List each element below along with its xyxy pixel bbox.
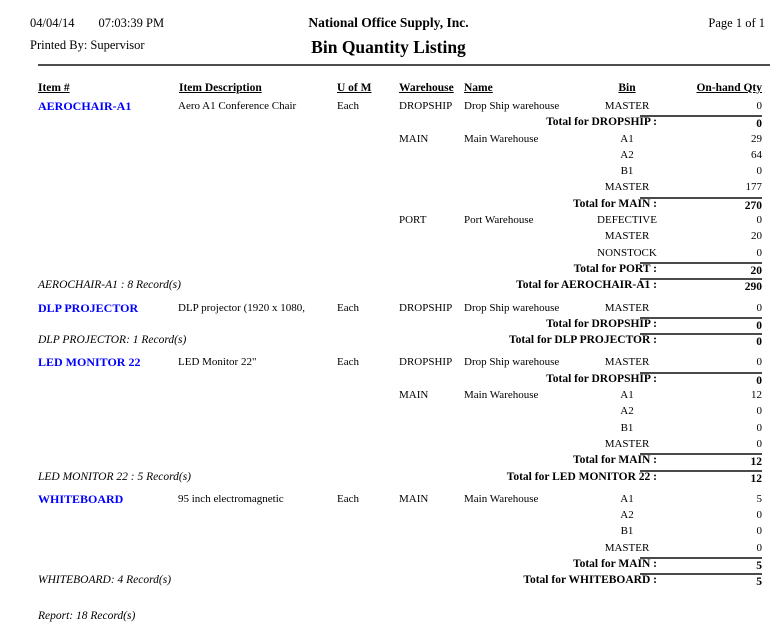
bin-cell: MASTER: [604, 437, 650, 450]
table-row: [0, 147, 777, 163]
uofm-cell: Each: [337, 492, 359, 505]
table-row: [0, 507, 777, 523]
warehouse-total-label: Total for DROPSHIP :: [546, 116, 657, 129]
table-row: [0, 387, 777, 403]
qty-cell: 29: [751, 132, 762, 145]
warehouse-total-row: [0, 452, 777, 468]
report-rows: [0, 98, 777, 589]
col-header-warehouse: Warehouse: [399, 82, 454, 94]
bin-cell: MASTER: [604, 100, 650, 112]
table-row: [0, 354, 777, 370]
item-total-qty: 12: [640, 470, 762, 486]
table-row: [0, 163, 777, 179]
col-header-name: Name: [464, 82, 493, 94]
item-records-label: AEROCHAIR-A1 : 8 Record(s): [38, 279, 181, 292]
table-row: [0, 212, 777, 228]
warehouse-total-qty: 12: [640, 453, 762, 469]
printed-by-label: Printed By: Supervisor: [30, 38, 145, 52]
item-total-row: [0, 469, 777, 485]
warehouse-cell: DROPSHIP: [399, 301, 453, 314]
item-total-qty: 0: [640, 333, 762, 349]
warehouse-total-qty: 0: [640, 372, 762, 388]
item-total-row: [0, 332, 777, 348]
col-header-description: Item Description: [179, 82, 262, 94]
col-header-onhand-qty: On-hand Qty: [696, 82, 762, 94]
qty-cell: 5: [756, 492, 762, 505]
qty-cell: 12: [751, 389, 762, 402]
table-row: [0, 300, 777, 316]
warehouse-total-label: Total for MAIN :: [572, 197, 657, 210]
table-row: [0, 436, 777, 452]
column-header-row: [0, 82, 777, 98]
table-row: [0, 245, 777, 261]
item-total-row: [0, 572, 777, 588]
uofm-cell: Each: [337, 100, 359, 112]
table-row: [0, 228, 777, 244]
qty-cell: 0: [756, 541, 762, 554]
warehouse-total-label: Total for DROPSHIP :: [546, 317, 657, 330]
qty-cell: 0: [756, 437, 762, 450]
item-description-cell: LED Monitor 22": [178, 356, 257, 369]
warehouse-cell: PORT: [399, 214, 427, 227]
warehouse-total-qty: 0: [640, 317, 762, 333]
table-row: [0, 523, 777, 539]
page-number: Page 1 of 1: [708, 16, 765, 30]
report-records-label: Report: 18 Record(s): [38, 610, 136, 622]
warehouse-total-qty: 270: [640, 197, 762, 213]
bin-cell: B1: [620, 421, 634, 434]
company-name: National Office Supply, Inc.: [308, 15, 469, 30]
bin-cell: A1: [620, 389, 634, 402]
table-row: [0, 179, 777, 195]
bin-cell: MASTER: [604, 230, 650, 243]
item-link[interactable]: DLP PROJECTOR: [38, 300, 139, 315]
qty-cell: 0: [756, 405, 762, 418]
warehouse-name-cell: Drop Ship warehouse: [464, 100, 560, 112]
bin-cell: MASTER: [604, 181, 650, 194]
item-records-label: LED MONITOR 22 : 5 Record(s): [38, 470, 191, 483]
bin-cell: B1: [620, 165, 634, 178]
warehouse-cell: DROPSHIP: [399, 100, 453, 112]
item-description-cell: Aero A1 Conference Chair: [178, 100, 297, 112]
warehouse-name-cell: Drop Ship warehouse: [464, 356, 560, 369]
bin-cell: A2: [620, 405, 634, 418]
warehouse-total-qty: 0: [640, 115, 762, 131]
col-header-bin: Bin: [618, 82, 636, 94]
warehouse-total-row: [0, 114, 777, 130]
warehouse-total-qty: 20: [640, 262, 762, 278]
qty-cell: 0: [756, 421, 762, 434]
bin-cell: A1: [620, 492, 634, 505]
bin-cell: MASTER: [604, 301, 650, 314]
bin-cell: A1: [620, 132, 634, 145]
item-total-label: Total for AEROCHAIR-A1 :: [516, 279, 657, 292]
qty-cell: 0: [756, 100, 762, 112]
qty-cell: 177: [745, 181, 762, 194]
warehouse-cell: MAIN: [399, 389, 429, 402]
qty-cell: 0: [756, 214, 762, 227]
table-row: [0, 403, 777, 419]
item-link[interactable]: LED MONITOR 22: [38, 355, 141, 370]
uofm-cell: Each: [337, 356, 359, 369]
bin-cell: A2: [620, 509, 634, 522]
table-row: [0, 131, 777, 147]
warehouse-cell: MAIN: [399, 132, 429, 145]
item-total-qty: 290: [640, 278, 762, 294]
table-row: [0, 98, 777, 114]
qty-cell: 0: [756, 509, 762, 522]
table-row: [0, 540, 777, 556]
bin-cell: B1: [620, 525, 634, 538]
item-total-label: Total for WHITEBOARD :: [523, 574, 657, 587]
warehouse-total-row: [0, 261, 777, 277]
warehouse-name-cell: Main Warehouse: [464, 389, 539, 402]
col-header-uofm: U of M: [337, 82, 372, 94]
item-records-label: DLP PROJECTOR: 1 Record(s): [38, 334, 187, 347]
item-description-cell: 95 inch electromagnetic: [178, 492, 284, 505]
warehouse-total-row: [0, 371, 777, 387]
item-description-cell: DLP projector (1920 x 1080,: [178, 301, 305, 314]
bin-cell: DEFECTIVE: [597, 214, 657, 227]
warehouse-name-cell: Drop Ship warehouse: [464, 301, 560, 314]
item-total-qty: 5: [640, 573, 762, 589]
item-link[interactable]: AEROCHAIR-A1: [38, 99, 132, 113]
warehouse-total-row: [0, 556, 777, 572]
warehouse-name-cell: Port Warehouse: [464, 214, 534, 227]
report-time: 07:03:39 PM: [98, 16, 165, 30]
item-total-label: Total for LED MONITOR 22 :: [506, 470, 657, 483]
qty-cell: 0: [756, 246, 762, 259]
item-link[interactable]: WHITEBOARD: [38, 491, 124, 506]
qty-cell: 64: [751, 148, 762, 161]
qty-cell: 0: [756, 165, 762, 178]
header-divider: [38, 64, 770, 66]
bin-cell: MASTER: [604, 356, 650, 369]
qty-cell: 0: [756, 301, 762, 314]
table-row: [0, 491, 777, 507]
item-total-label: Total for DLP PROJECTOR :: [508, 334, 657, 347]
report-title: Bin Quantity Listing: [311, 37, 466, 57]
warehouse-name-cell: Main Warehouse: [464, 492, 539, 505]
qty-cell: 0: [756, 525, 762, 538]
col-header-item: Item #: [38, 82, 70, 94]
report-date: 04/04/14: [30, 16, 75, 30]
qty-cell: 0: [756, 356, 762, 369]
qty-cell: 20: [751, 230, 762, 243]
warehouse-name-cell: Main Warehouse: [464, 132, 539, 145]
warehouse-cell: MAIN: [399, 492, 429, 505]
warehouse-cell: DROPSHIP: [399, 356, 453, 369]
warehouse-total-label: Total for MAIN :: [572, 454, 657, 467]
warehouse-total-label: Total for MAIN :: [572, 558, 657, 571]
warehouse-total-qty: 5: [640, 557, 762, 573]
bin-cell: A2: [620, 148, 634, 161]
warehouse-total-row: [0, 316, 777, 332]
table-row: [0, 420, 777, 436]
item-records-label: WHITEBOARD: 4 Record(s): [38, 574, 172, 587]
item-total-row: [0, 277, 777, 293]
bin-cell: NONSTOCK: [597, 246, 657, 259]
bin-cell: MASTER: [604, 541, 650, 554]
uofm-cell: Each: [337, 301, 359, 314]
warehouse-total-label: Total for PORT :: [573, 262, 657, 275]
warehouse-total-label: Total for DROPSHIP :: [546, 372, 657, 385]
warehouse-total-row: [0, 196, 777, 212]
